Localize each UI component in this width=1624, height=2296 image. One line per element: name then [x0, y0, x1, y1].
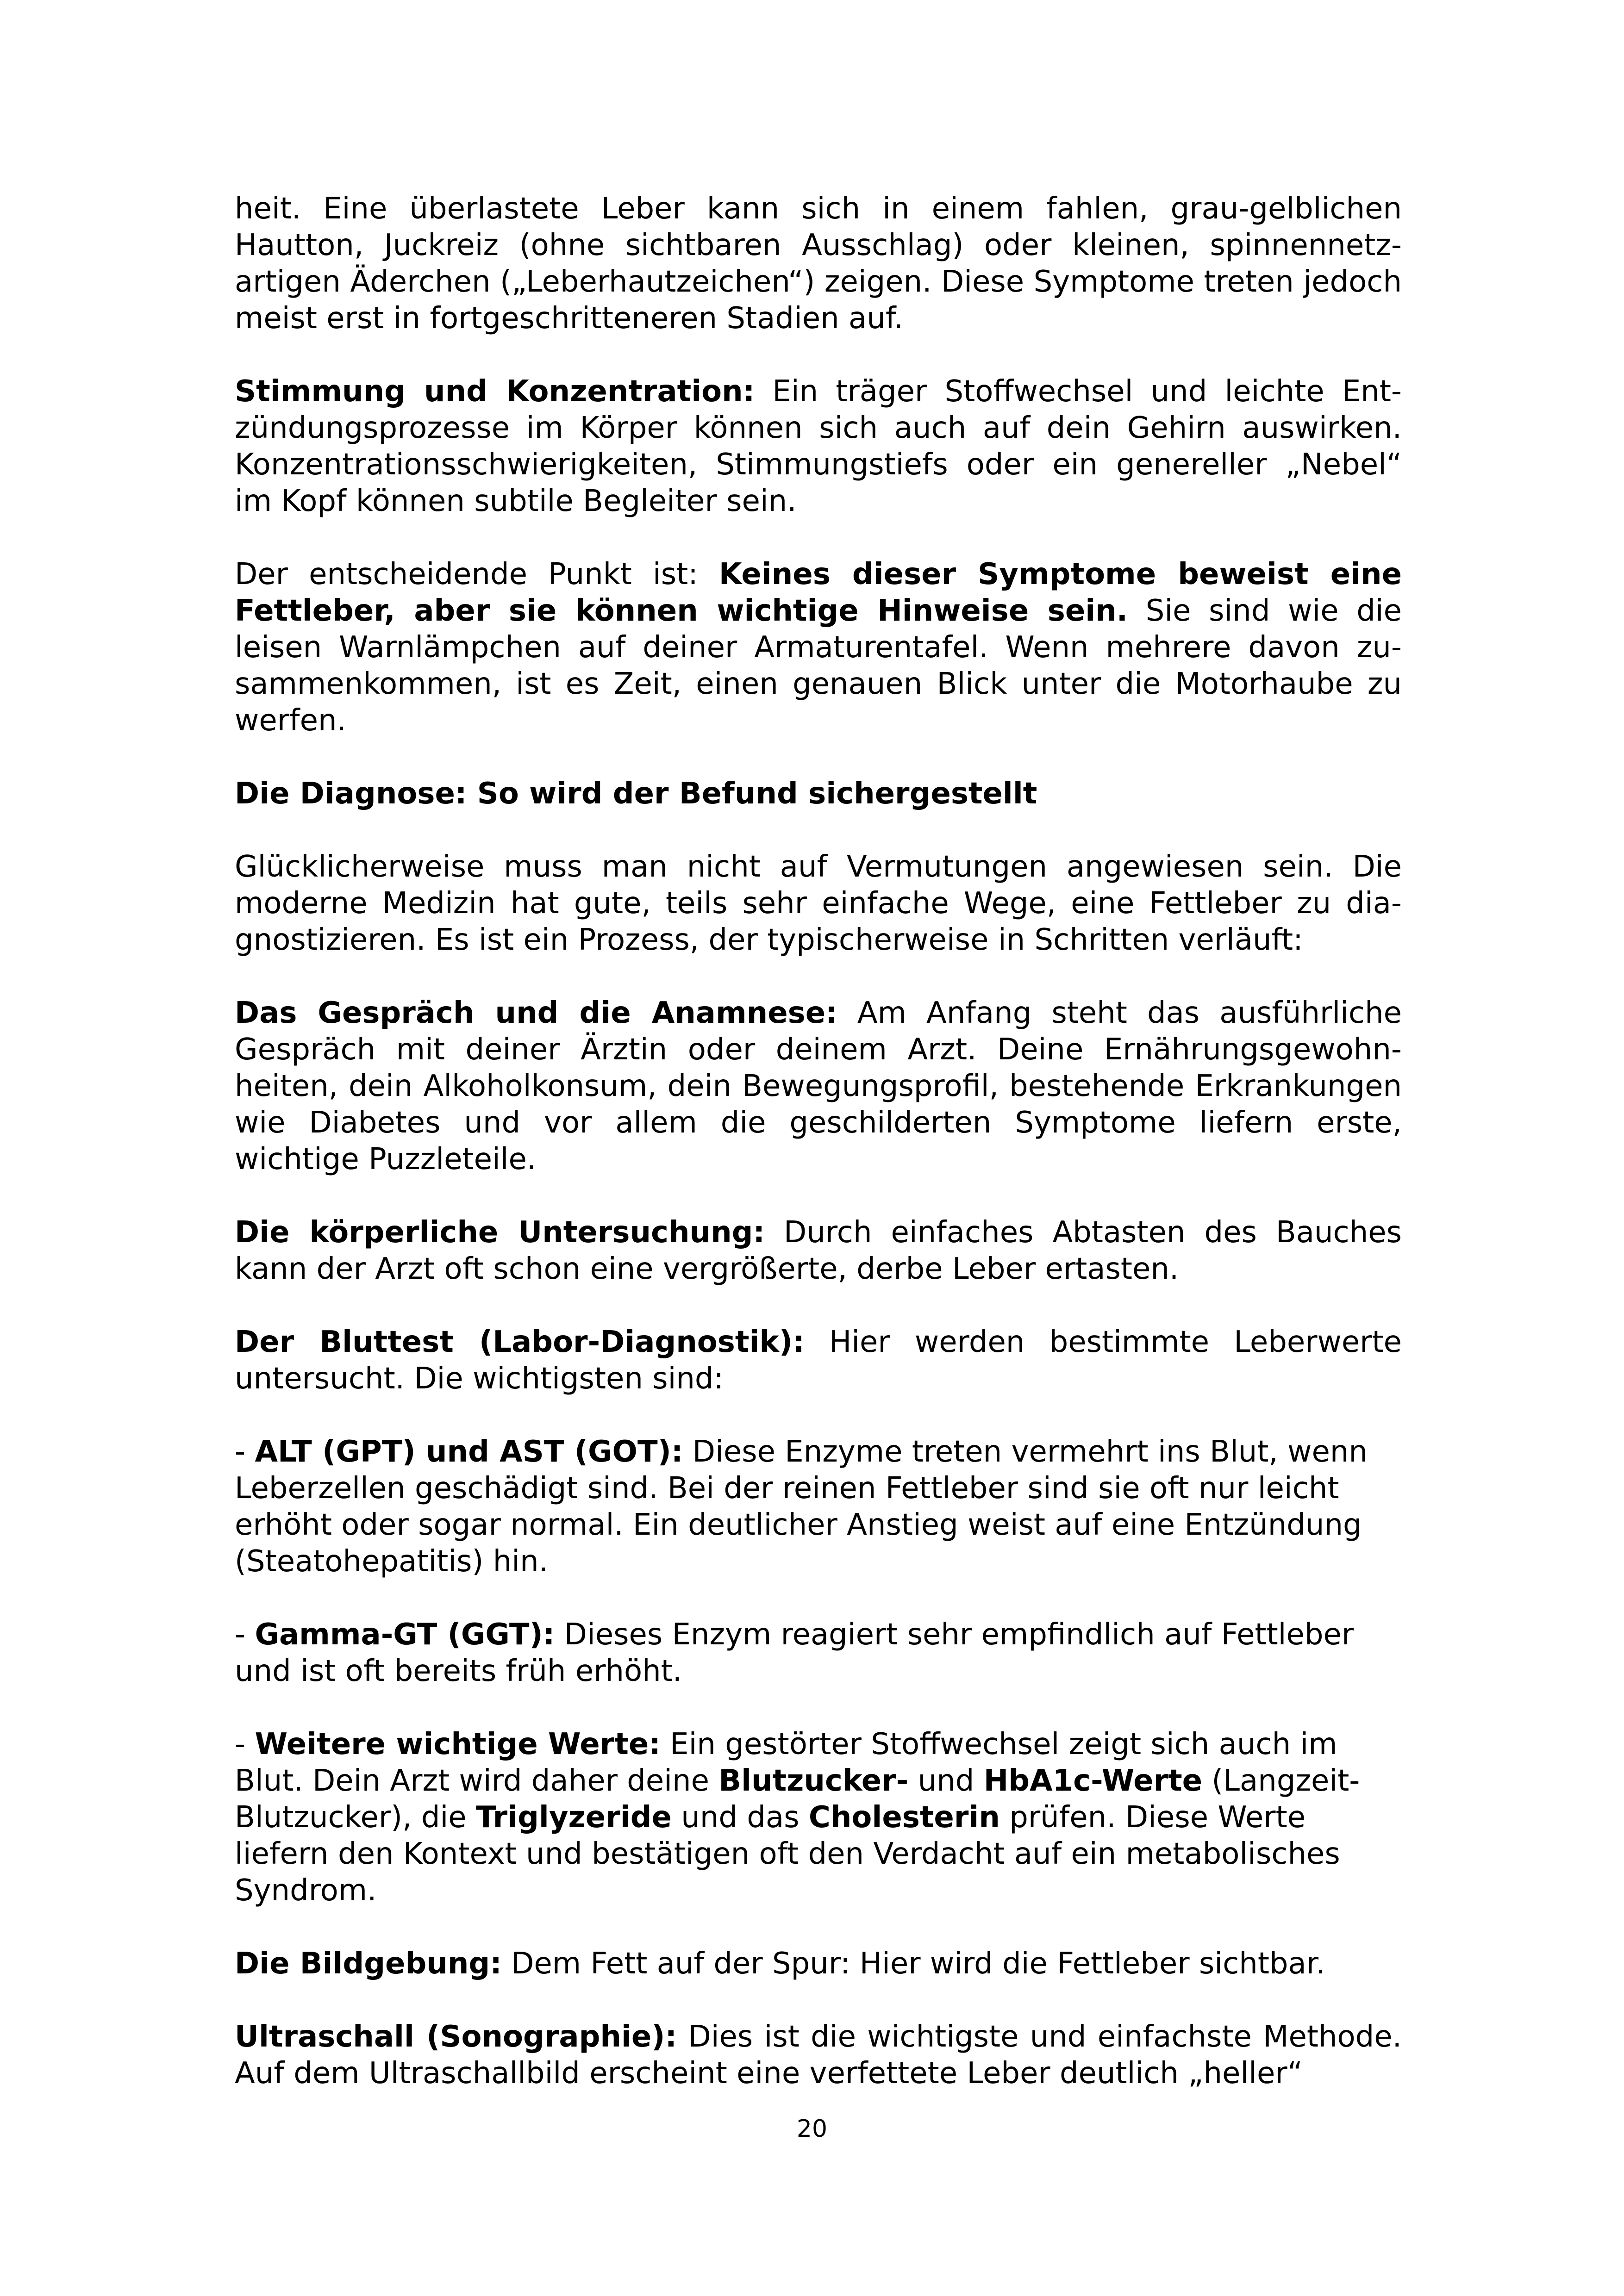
paragraph-label: Ultraschall (Sonographie):	[235, 2020, 677, 2054]
term-blood-sugar: Blutzucker-	[718, 1764, 909, 1798]
paragraph-blood-test	[235, 1324, 1402, 1397]
list-item-text: prüfen. Diese Werte liefern den Kontext und bestätigen oft den Verdacht auf ein metabolisches Syndrom.	[235, 1800, 1340, 1908]
paragraph-label: Die Bildgebung:	[235, 1947, 502, 1981]
paragraph-intro: Der entscheidende Punkt ist:	[235, 557, 719, 591]
paragraph-text: Durch einfaches Abtasten des Bauches kann der Arzt oft schon eine vergrößerte, derbe Leber ertasten.	[235, 1215, 1402, 1286]
section-heading-diagnosis: Die Diagnose: So wird der Befund sichergestellt	[235, 777, 1037, 811]
paragraph-label: Das Gespräch und die Anamnese:	[235, 996, 837, 1030]
list-item-ggt	[235, 1617, 1402, 1690]
paragraph-text: Dies ist die wichtigste und einfachste Methode. Auf dem Ultraschallbild erscheint eine verfettete Leber deutlich „heller“	[235, 2020, 1402, 2091]
paragraph-text: heit. Eine überlastete Leber kann sich in einem fahlen, grau-gelblichen Hautton, Juckreiz (ohne sichtbaren Ausschlag) oder kleinen, spinnennetzartigen Äderchen („Leberhautzeichen“) zeigen. Diese Symptome treten jedoch meist erst in fortgeschritteneren Stadien auf.	[235, 192, 1402, 336]
paragraph-physical-exam	[235, 1214, 1402, 1288]
paragraph-anamnesis	[235, 995, 1402, 1178]
paragraph-label: Der Bluttest (Labor-Diagnostik):	[235, 1325, 805, 1359]
paragraph-label: Die körperliche Untersuchung:	[235, 1215, 765, 1250]
list-dash: -	[235, 1727, 255, 1761]
paragraph-emphasis: Keines dieser Symptome beweist eine Fettleber, aber sie können wichtige Hinweise sein.	[235, 557, 1402, 628]
list-item-label: Gamma-GT (GGT):	[255, 1618, 555, 1652]
paragraph-text: Sie sind wie die leisen Warnlämpchen auf deiner Armaturentafel. Wenn mehrere davon zusammenkommen, ist es Zeit, einen genauen Blick unter die Motorhaube zu werfen.	[235, 594, 1402, 738]
paragraph-text: Am Anfang steht das ausführliche Gespräch mit deiner Ärztin oder deinem Arzt. Deine Ernährungsgewohnheiten, dein Alkoholkonsum, dein Bewegungsprofil, bestehende Erkrankungen wie Diabetes und vor allem die geschilderten Symptome liefern erste, wichtige Puzzleteile.	[235, 996, 1402, 1176]
paragraph-text: Glücklicherweise muss man nicht auf Vermutungen angewiesen sein. Die moderne Medizin hat gute, teils sehr einfache Wege, eine Fettleber zu diagnostizieren. Es ist ein Prozess, der typischerweise in Schritten verläuft:	[235, 850, 1402, 957]
paragraph-diagnosis-intro	[235, 849, 1402, 958]
paragraph-ultrasound	[235, 2019, 1402, 2092]
list-item-alt-ast	[235, 1434, 1402, 1580]
list-item-text: Ein gestörter Stoffwechsel zeigt sich auch im Blut. Dein Arzt wird daher deine	[235, 1727, 1337, 1798]
term-hba1c: HbA1c-Werte	[983, 1764, 1203, 1798]
paragraph-text: Hier werden bestimmte Leberwerte untersucht. Die wichtigsten sind:	[235, 1325, 1402, 1396]
list-dash: -	[235, 1618, 255, 1652]
list-item-label: Weitere wichtige Werte:	[255, 1727, 661, 1761]
paragraph-mood-concentration	[235, 373, 1402, 520]
paragraph-imaging	[235, 1946, 1402, 1982]
paragraph-text: Ein träger Stoffwechsel und leichte Entzündungsprozesse im Körper können sich auch auf dein Gehirn auswirken. Konzentrationsschwierigkeiten, Stimmungstiefs oder ein genereller „Nebel“ im Kopf können subtile Begleiter sein.	[235, 374, 1402, 518]
list-item-text: Dieses Enzym reagiert sehr empfindlich auf Fettleber und ist oft bereits früh erhöht.	[235, 1618, 1354, 1688]
term-cholesterol: Cholesterin	[808, 1800, 1000, 1835]
term-triglycerides: Triglyzeride	[475, 1800, 672, 1835]
body-text	[235, 191, 1402, 2128]
list-item-text: Diese Enzyme treten vermehrt ins Blut, wenn Leberzellen geschädigt sind. Bei der reinen Fettleber sind sie oft nur leicht erhöht oder sogar normal. Ein deutlicher Anstieg weist auf eine Entzündung (Steatohepatitis) hin.	[235, 1435, 1368, 1579]
list-item-text: und das	[671, 1800, 809, 1835]
list-dash: -	[235, 1435, 255, 1469]
paragraph-key-point	[235, 556, 1402, 739]
list-item-other-values	[235, 1726, 1402, 1909]
paragraph-skin-symptoms	[235, 191, 1402, 337]
list-item-text: (Langzeit-Blutzucker), die	[235, 1764, 1360, 1835]
paragraph-label: Stimmung und Konzentration:	[235, 374, 755, 409]
paragraph-text: Dem Fett auf der Spur: Hier wird die Fettleber sichtbar.	[501, 1947, 1325, 1981]
page-number: 20	[796, 2115, 828, 2143]
list-item-label: ALT (GPT) und AST (GOT):	[255, 1435, 683, 1469]
list-item-text: und	[908, 1764, 984, 1798]
